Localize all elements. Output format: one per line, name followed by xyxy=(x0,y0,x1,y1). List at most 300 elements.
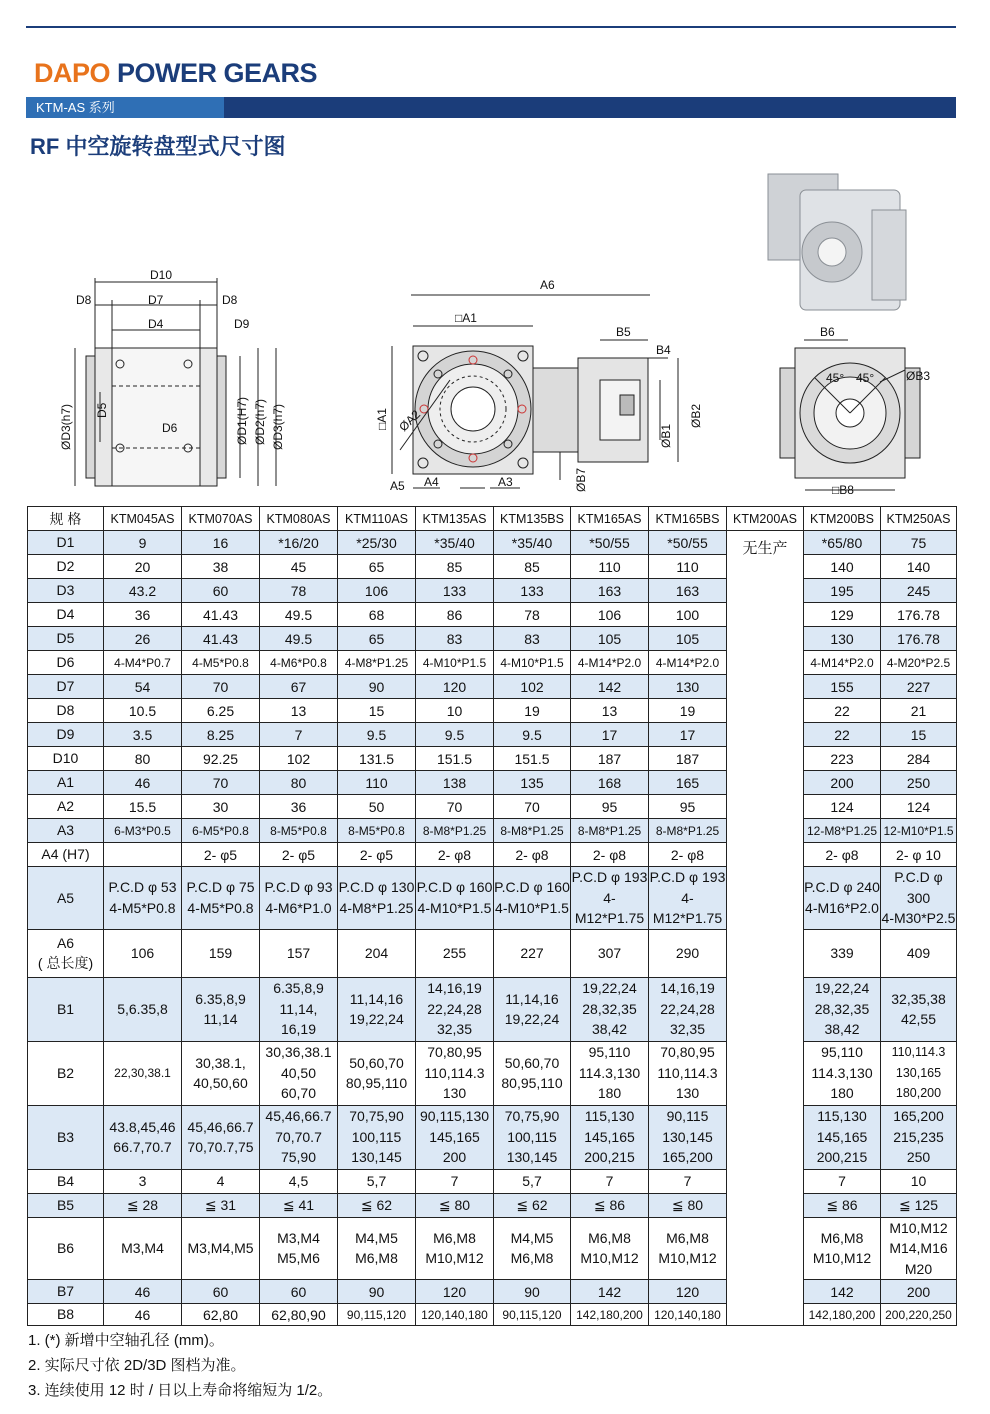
table-cell: 227 xyxy=(881,675,957,699)
model-header: KTM110AS xyxy=(338,507,416,531)
table-cell: 85 xyxy=(494,555,571,579)
series-label: KTM-AS 系列 xyxy=(26,97,224,118)
table-cell: M3,M4,M5 xyxy=(182,1217,260,1280)
table-cell: 95,110 114.3,130 180 xyxy=(571,1041,649,1105)
table-row xyxy=(28,1304,957,1326)
table-cell: 163 xyxy=(571,579,649,603)
table-cell: 65 xyxy=(338,555,416,579)
table-cell: 36 xyxy=(104,603,182,627)
label-d8-right: D8 xyxy=(222,293,238,307)
table-cell: 4-M14*P2.0 xyxy=(804,651,881,675)
table-cell: 60 xyxy=(182,1280,260,1304)
table-cell: ≦ 86 xyxy=(571,1193,649,1217)
table-cell: 2- φ5 xyxy=(338,843,416,867)
table-cell: 105 xyxy=(571,627,649,651)
table-cell: 110,114.3 130,165 180,200 xyxy=(881,1041,957,1105)
row-label: D5 xyxy=(28,627,104,651)
row-label: D1 xyxy=(28,531,104,555)
table-row xyxy=(28,747,957,771)
table-cell: 5,6.35,8 xyxy=(104,977,182,1041)
table-cell: 15 xyxy=(338,699,416,723)
table-cell: 12-M8*P1.25 xyxy=(804,819,881,843)
table-cell: 6.25 xyxy=(182,699,260,723)
table-cell: 10 xyxy=(416,699,494,723)
brand-logo: DAPO POWER GEARS xyxy=(34,58,318,88)
table-cell: 9.5 xyxy=(416,723,494,747)
row-label: B1 xyxy=(28,977,104,1041)
label-b5: B5 xyxy=(616,325,631,339)
table-cell: 176.78 xyxy=(881,627,957,651)
table-cell: 124 xyxy=(804,795,881,819)
table-header-row xyxy=(28,507,957,531)
table-cell: 86 xyxy=(416,603,494,627)
table-cell: 223 xyxy=(804,747,881,771)
table-cell: 307 xyxy=(571,929,649,977)
table-cell: 70,80,95 110,114.3 130 xyxy=(416,1041,494,1105)
row-label: A2 xyxy=(28,795,104,819)
table-cell: 15.5 xyxy=(104,795,182,819)
label-b8: □B8 xyxy=(832,483,854,497)
table-cell: 8-M5*P0.8 xyxy=(338,819,416,843)
table-cell: 4-M14*P2.0 xyxy=(571,651,649,675)
table-cell: 250 xyxy=(881,771,957,795)
table-cell: P.C.D φ 93 4-M6*P1.0 xyxy=(260,867,338,930)
table-cell: P.C.D φ 160 4-M10*P1.5 xyxy=(416,867,494,930)
table-cell: 90,115,130 145,165 200 xyxy=(416,1105,494,1169)
table-cell: 284 xyxy=(881,747,957,771)
table-row xyxy=(28,819,957,843)
table-cell: 6-M3*P0.5 xyxy=(104,819,182,843)
table-cell: 409 xyxy=(881,929,957,977)
table-row xyxy=(28,603,957,627)
table-cell: 131.5 xyxy=(338,747,416,771)
page-title: RF 中空旋转盘型式尺寸图 xyxy=(30,134,286,159)
label-b2: ØB2 xyxy=(689,403,703,428)
table-cell: *35/40 xyxy=(494,531,571,555)
table-cell: M6,M8 M10,M12 xyxy=(571,1217,649,1280)
table-cell: 290 xyxy=(649,929,727,977)
table-cell: 133 xyxy=(416,579,494,603)
table-row xyxy=(28,627,957,651)
table-cell: 50 xyxy=(338,795,416,819)
table-cell: 2- φ8 xyxy=(494,843,571,867)
label-b4: B4 xyxy=(656,343,671,357)
table-cell: 4 xyxy=(182,1169,260,1193)
table-cell: 22 xyxy=(804,699,881,723)
table-cell: 4-M10*P1.5 xyxy=(416,651,494,675)
table-cell: ≦ 86 xyxy=(804,1193,881,1217)
table-cell: 8-M5*P0.8 xyxy=(260,819,338,843)
table-cell: 17 xyxy=(649,723,727,747)
table-cell: P.C.D φ 193 4-M12*P1.75 xyxy=(649,867,727,930)
table-cell: 14,16,19 22,24,28 32,35 xyxy=(649,977,727,1041)
table-cell: 110 xyxy=(571,555,649,579)
table-cell: 49.5 xyxy=(260,603,338,627)
table-cell: ≦ 62 xyxy=(494,1193,571,1217)
table-cell: 200 xyxy=(804,771,881,795)
row-label: B4 xyxy=(28,1169,104,1193)
table-cell: 105 xyxy=(649,627,727,651)
table-cell: 21 xyxy=(881,699,957,723)
model-header: KTM200AS xyxy=(727,507,804,531)
table-cell: 120,140,180 xyxy=(416,1304,494,1326)
table-cell: 83 xyxy=(494,627,571,651)
row-label: B7 xyxy=(28,1280,104,1304)
table-cell: 6.35,8,9 11,14, 16,19 xyxy=(260,977,338,1041)
table-cell: 4-M14*P2.0 xyxy=(649,651,727,675)
table-cell: 8-M8*P1.25 xyxy=(649,819,727,843)
table-cell: *16/20 xyxy=(260,531,338,555)
table-cell: 30,38.1, 40,50,60 xyxy=(182,1041,260,1105)
table-cell: 11,14,16 19,22,24 xyxy=(494,977,571,1041)
table-cell: 140 xyxy=(881,555,957,579)
table-cell: 45 xyxy=(260,555,338,579)
label-b6: B6 xyxy=(820,325,835,339)
table-row xyxy=(28,1169,957,1193)
table-cell: 157 xyxy=(260,929,338,977)
table-cell: M10,M12 M14,M16 M20 xyxy=(881,1217,957,1280)
footnotes xyxy=(28,1328,332,1403)
label-d9: D9 xyxy=(234,317,250,331)
table-cell: 4-M10*P1.5 xyxy=(494,651,571,675)
dimension-drawing xyxy=(0,160,990,505)
table-cell: 5,7 xyxy=(338,1169,416,1193)
table-cell: 200,220,250 xyxy=(881,1304,957,1326)
table-cell: 36 xyxy=(260,795,338,819)
table-cell: 3 xyxy=(104,1169,182,1193)
header-spec-label: 规 格 xyxy=(28,507,104,531)
label-angle-2: 45° xyxy=(856,371,875,385)
table-cell: 7 xyxy=(804,1169,881,1193)
label-angle-1: 45° xyxy=(826,371,845,385)
table-cell: P.C.D φ 75 4-M5*P0.8 xyxy=(182,867,260,930)
table-cell: 43.8,45,46 66.7,70.7 xyxy=(104,1105,182,1169)
table-cell: 41.43 xyxy=(182,603,260,627)
table-cell: 83 xyxy=(416,627,494,651)
table-cell: 17 xyxy=(571,723,649,747)
table-cell: ≦ 125 xyxy=(881,1193,957,1217)
table-row xyxy=(28,1280,957,1304)
row-label: B3 xyxy=(28,1105,104,1169)
table-cell: 16 xyxy=(182,531,260,555)
row-label: A5 xyxy=(28,867,104,930)
table-cell: *50/55 xyxy=(571,531,649,555)
table-cell: 4-M4*P0.7 xyxy=(104,651,182,675)
table-cell: 26 xyxy=(104,627,182,651)
table-cell: 142,180,200 xyxy=(571,1304,649,1326)
table-cell: 32,35,38 42,55 xyxy=(881,977,957,1041)
table-cell: 140 xyxy=(804,555,881,579)
table-cell: 80 xyxy=(260,771,338,795)
table-cell: 4-M5*P0.8 xyxy=(182,651,260,675)
row-label: D3 xyxy=(28,579,104,603)
table-cell: 15 xyxy=(881,723,957,747)
table-cell: 106 xyxy=(571,603,649,627)
table-cell: M6,M8 M10,M12 xyxy=(649,1217,727,1280)
table-row xyxy=(28,843,957,867)
table-cell: 6-M5*P0.8 xyxy=(182,819,260,843)
table-row xyxy=(28,929,957,977)
label-d7: D7 xyxy=(148,293,164,307)
table-row xyxy=(28,723,957,747)
table-cell: P.C.D φ 130 4-M8*P1.25 xyxy=(338,867,416,930)
table-cell: 60 xyxy=(260,1280,338,1304)
top-rule xyxy=(26,26,956,28)
table-cell: 54 xyxy=(104,675,182,699)
table-cell: 9.5 xyxy=(338,723,416,747)
table-cell: 8-M8*P1.25 xyxy=(571,819,649,843)
table-cell: 14,16,19 22,24,28 32,35 xyxy=(416,977,494,1041)
table-cell: 70 xyxy=(182,771,260,795)
table-cell: M6,M8 M10,M12 xyxy=(416,1217,494,1280)
table-cell: 7 xyxy=(260,723,338,747)
table-cell: 70 xyxy=(182,675,260,699)
table-cell: 115,130 145,165 200,215 xyxy=(571,1105,649,1169)
table-cell: 3.5 xyxy=(104,723,182,747)
table-cell: 163 xyxy=(649,579,727,603)
row-label: B6 xyxy=(28,1217,104,1280)
table-cell: 90,115,120 xyxy=(338,1304,416,1326)
table-cell: 8-M8*P1.25 xyxy=(416,819,494,843)
label-a1: □A1 xyxy=(455,311,477,325)
table-cell: 19 xyxy=(494,699,571,723)
table-cell: 255 xyxy=(416,929,494,977)
table-cell: 78 xyxy=(494,603,571,627)
label-b1: ØB1 xyxy=(659,423,673,448)
table-cell: 7 xyxy=(571,1169,649,1193)
table-cell: 130 xyxy=(804,627,881,651)
table-cell: 2- φ5 xyxy=(182,843,260,867)
table-cell: 65 xyxy=(338,627,416,651)
table-cell: 46 xyxy=(104,1304,182,1326)
table-cell: 70 xyxy=(494,795,571,819)
table-cell: 142,180,200 xyxy=(804,1304,881,1326)
label-d4: D4 xyxy=(148,317,164,331)
table-cell: P.C.D φ 160 4-M10*P1.5 xyxy=(494,867,571,930)
table-cell: 11,14,16 19,22,24 xyxy=(338,977,416,1041)
table-cell: 45,46,66.7 70,70.7 75,90 xyxy=(260,1105,338,1169)
label-d8-left: D8 xyxy=(76,293,92,307)
note-1: 1. (*) 新增中空轴孔径 (mm)。 xyxy=(28,1332,224,1349)
table-cell: 41.43 xyxy=(182,627,260,651)
model-header: KTM080AS xyxy=(260,507,338,531)
table-cell: 22,30,38.1 xyxy=(104,1041,182,1105)
table-cell: 142 xyxy=(804,1280,881,1304)
model-header: KTM165AS xyxy=(571,507,649,531)
table-cell: 120 xyxy=(416,1280,494,1304)
table-cell: 142 xyxy=(571,1280,649,1304)
table-cell: P.C.D φ 300 4-M30*P2.5 xyxy=(881,867,957,930)
table-cell: *50/55 xyxy=(649,531,727,555)
table-cell: 70,75,90 100,115 130,145 xyxy=(494,1105,571,1169)
row-label: A3 xyxy=(28,819,104,843)
table-cell: 30 xyxy=(182,795,260,819)
table-cell: 2- φ8 xyxy=(571,843,649,867)
table-cell: 106 xyxy=(338,579,416,603)
model-header: KTM165BS xyxy=(649,507,727,531)
table-cell: 90,115,120 xyxy=(494,1304,571,1326)
row-label: D8 xyxy=(28,699,104,723)
table-cell: 100 xyxy=(649,603,727,627)
table-cell: 102 xyxy=(260,747,338,771)
table-cell: 165,200 215,235 250 xyxy=(881,1105,957,1169)
table-cell: ≦ 31 xyxy=(182,1193,260,1217)
table-cell: 19 xyxy=(649,699,727,723)
table-cell: 5,7 xyxy=(494,1169,571,1193)
table-cell: 46 xyxy=(104,771,182,795)
table-cell: 110 xyxy=(338,771,416,795)
row-label: D7 xyxy=(28,675,104,699)
model-header: KTM250AS xyxy=(881,507,957,531)
table-cell: 4-M20*P2.5 xyxy=(881,651,957,675)
table-row xyxy=(28,675,957,699)
table-cell: 90 xyxy=(338,675,416,699)
table-cell: 62,80 xyxy=(182,1304,260,1326)
table-row xyxy=(28,651,957,675)
row-label: D2 xyxy=(28,555,104,579)
table-cell: 90,115 130,145 165,200 xyxy=(649,1105,727,1169)
table-cell: 129 xyxy=(804,603,881,627)
table-cell: 19,22,24 28,32,35 38,42 xyxy=(804,977,881,1041)
table-cell: 38 xyxy=(182,555,260,579)
table-cell: ≦ 62 xyxy=(338,1193,416,1217)
table-cell: 7 xyxy=(416,1169,494,1193)
table-cell: 70,80,95 110,114.3 130 xyxy=(649,1041,727,1105)
table-cell: 80 xyxy=(104,747,182,771)
row-label: D10 xyxy=(28,747,104,771)
table-row xyxy=(28,1193,957,1217)
table-cell: 13 xyxy=(260,699,338,723)
table-cell: 142 xyxy=(571,675,649,699)
spec-table xyxy=(27,506,957,1326)
table-cell: 43.2 xyxy=(104,579,182,603)
table-cell: 245 xyxy=(881,579,957,603)
table-cell: 49.5 xyxy=(260,627,338,651)
table-cell: *25/30 xyxy=(338,531,416,555)
table-cell: 135 xyxy=(494,771,571,795)
label-b3: ØB3 xyxy=(906,369,931,383)
table-cell: 204 xyxy=(338,929,416,977)
model-header: KTM045AS xyxy=(104,507,182,531)
table-cell: 95,110 114.3,130 180 xyxy=(804,1041,881,1105)
label-d2: ØD2(h7) xyxy=(253,398,267,445)
label-d3-right: ØD3(h7) xyxy=(271,403,285,450)
table-cell: 9.5 xyxy=(494,723,571,747)
table-cell: 67 xyxy=(260,675,338,699)
model-header: KTM135BS xyxy=(494,507,571,531)
table-cell: 95 xyxy=(649,795,727,819)
table-cell xyxy=(104,843,182,867)
table-cell: 13 xyxy=(571,699,649,723)
table-cell: 187 xyxy=(649,747,727,771)
row-label: B5 xyxy=(28,1193,104,1217)
table-row xyxy=(28,1041,957,1105)
table-cell: 50,60,70 80,95,110 xyxy=(494,1041,571,1105)
table-cell: 2- φ 10 xyxy=(881,843,957,867)
table-cell: P.C.D φ 53 4-M5*P0.8 xyxy=(104,867,182,930)
drawing-svg xyxy=(0,160,990,505)
label-a4: A4 xyxy=(424,475,439,489)
table-cell: 4,5 xyxy=(260,1169,338,1193)
label-a6: A6 xyxy=(540,278,555,292)
table-cell: *65/80 xyxy=(804,531,881,555)
table-row xyxy=(28,977,957,1041)
table-cell: 106 xyxy=(104,929,182,977)
table-cell: ≦ 80 xyxy=(649,1193,727,1217)
table-cell: 176.78 xyxy=(881,603,957,627)
table-cell: 8-M8*P1.25 xyxy=(494,819,571,843)
table-row xyxy=(28,1105,957,1169)
table-cell: 22 xyxy=(804,723,881,747)
table-cell: 200 xyxy=(881,1280,957,1304)
row-label: A6 ( 总长度) xyxy=(28,929,104,977)
table-cell: 165 xyxy=(649,771,727,795)
table-cell: 60 xyxy=(182,579,260,603)
table-cell: 115,130 145,165 200,215 xyxy=(804,1105,881,1169)
row-label: A4 (H7) xyxy=(28,843,104,867)
table-cell: 7 xyxy=(649,1169,727,1193)
table-cell: ≦ 41 xyxy=(260,1193,338,1217)
table-cell: 151.5 xyxy=(494,747,571,771)
table-cell: 138 xyxy=(416,771,494,795)
table-cell: 227 xyxy=(494,929,571,977)
note-3: 3. 连续使用 12 时 / 日以上寿命将缩短为 1/2。 xyxy=(28,1382,333,1399)
table-cell: *35/40 xyxy=(416,531,494,555)
table-cell: 50,60,70 80,95,110 xyxy=(338,1041,416,1105)
table-cell: 19,22,24 28,32,35 38,42 xyxy=(571,977,649,1041)
label-d6: D6 xyxy=(162,421,178,435)
table-cell: 102 xyxy=(494,675,571,699)
table-cell: 120 xyxy=(416,675,494,699)
table-cell: 4-M6*P0.8 xyxy=(260,651,338,675)
table-cell: M3,M4 M5,M6 xyxy=(260,1217,338,1280)
note-2: 2. 实际尺寸依 2D/3D 图档为准。 xyxy=(28,1357,246,1374)
model-header: KTM070AS xyxy=(182,507,260,531)
table-row xyxy=(28,867,957,930)
label-d10: D10 xyxy=(150,268,173,282)
row-label: D6 xyxy=(28,651,104,675)
table-cell: 8.25 xyxy=(182,723,260,747)
table-row xyxy=(28,531,957,555)
table-cell: 4-M8*P1.25 xyxy=(338,651,416,675)
table-cell: 75 xyxy=(881,531,957,555)
table-cell: 68 xyxy=(338,603,416,627)
table-cell: 2- φ8 xyxy=(416,843,494,867)
table-cell: M4,M5 M6,M8 xyxy=(338,1217,416,1280)
table-row xyxy=(28,771,957,795)
table-cell: 2- φ8 xyxy=(649,843,727,867)
table-cell: 187 xyxy=(571,747,649,771)
table-cell: 20 xyxy=(104,555,182,579)
table-cell: 6.35,8,9 11,14 xyxy=(182,977,260,1041)
table-cell: 159 xyxy=(182,929,260,977)
table-cell: 10 xyxy=(881,1169,957,1193)
table-cell: 155 xyxy=(804,675,881,699)
table-row xyxy=(28,579,957,603)
table-cell: 46 xyxy=(104,1280,182,1304)
table-cell: 2- φ5 xyxy=(260,843,338,867)
table-row xyxy=(28,699,957,723)
row-label: D4 xyxy=(28,603,104,627)
table-cell: ≦ 80 xyxy=(416,1193,494,1217)
label-d1: ØD1(H7) xyxy=(235,396,249,445)
model-header: KTM200BS xyxy=(804,507,881,531)
row-label: D9 xyxy=(28,723,104,747)
table-cell: 339 xyxy=(804,929,881,977)
no-production-cell: 无生产 xyxy=(727,531,804,1326)
table-cell: 85 xyxy=(416,555,494,579)
row-label: B8 xyxy=(28,1304,104,1326)
